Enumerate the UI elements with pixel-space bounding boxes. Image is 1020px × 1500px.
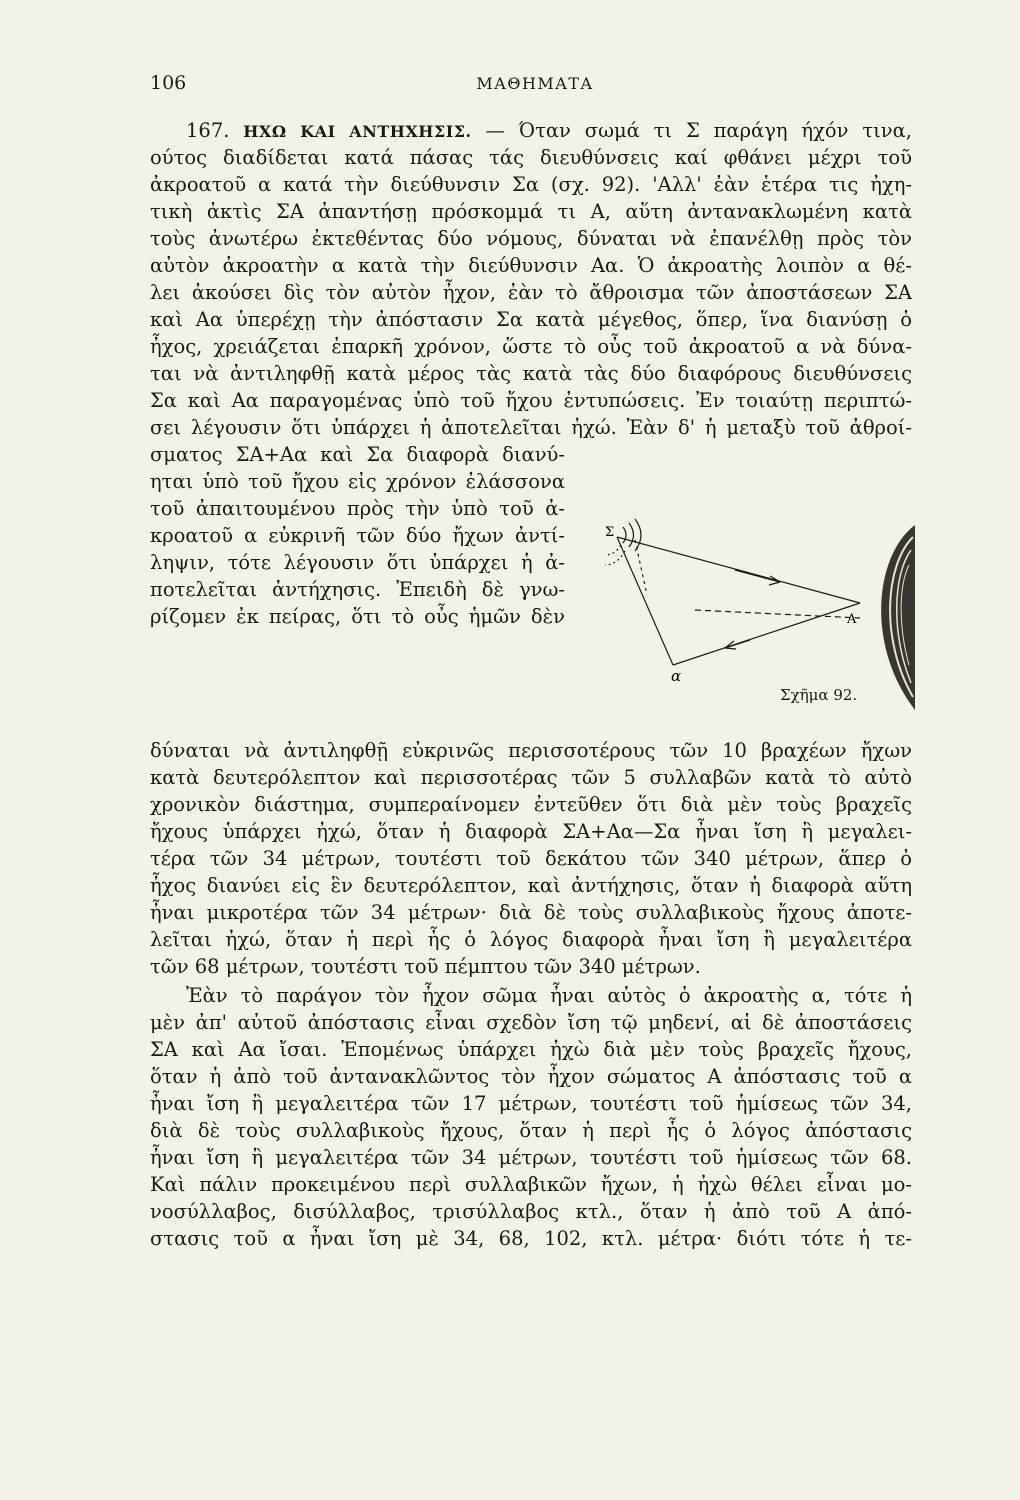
ray-A-to-alpha: [673, 603, 860, 665]
text-line: δύναται νὰ ἀντιληφθῇ εὐκρινῶς περισσοτέρους τῶν 10 βραχέων ἤχων: [150, 739, 912, 762]
text-line: κατὰ δευτερόλεπτον καὶ περισσοτέρας τῶν 5 συλλαβῶν κατὰ τὸ αὐτὸ: [150, 766, 912, 789]
text-line: σματος ΣΑ+Αα καὶ Σα διαφορὰ διανύ-: [150, 443, 565, 466]
text-line: στασις τοῦ α ἦναι ἴση μὲ 34, 68, 102, κτλ. μέτρα· διότι τότε ἡ τε-: [150, 1227, 912, 1250]
text-line: τέρα τῶν 34 μέτρων, τουτέστι τοῦ δεκάτου τῶν 340 μέτρων, ἅπερ ὁ: [150, 847, 912, 870]
text-line: χρονικὸν διάστημα, συμπεραίνομεν ἐντεῦθεν ὅτι διὰ μὲν τοὺς βραχεῖς: [150, 793, 912, 816]
text-line: τοὺς ἀνωτέρω ἐκτεθέντας δύο νόμους, δύναται νὰ ἐπανέλθῃ πρὸς τὸν: [150, 227, 912, 250]
section-heading: ΗΧΩ ΚΑΙ ΑΝΤΗΧΗΣΙΣ.: [243, 122, 472, 141]
sound-wave-arc: [635, 519, 641, 551]
sound-wave-arc: [629, 523, 634, 547]
running-title: ΜΑΘΗΜΑΤΑ: [476, 74, 594, 93]
label-alpha: α: [671, 667, 682, 685]
text-line: μὲν ἀπ' αὐτοῦ ἀπόστασις εἶναι σχεδὸν ἴση τῷ μηδενί, αἱ δὲ ἀποστάσεις: [150, 1011, 912, 1034]
text-line: τικὴ ἀκτὶς ΣΑ ἀπαντήσῃ πρόσκομμά τι Α, αὕτη ἀντανακλωμένη κατὰ: [150, 200, 912, 223]
section-number: 167.: [186, 119, 230, 142]
text-line: ἀκροατοῦ α κατά τὴν διεύθυνσιν Σα (σχ. 92). 'Αλλ' ἐὰν ἑτέρα τις ἠχη-: [150, 173, 912, 196]
text-line: Ἐὰν τὸ παράγον τὸν ἦχον σῶμα ἦναι αὐτὸς ὁ ἀκροατὴς α, τότε ἡ: [186, 984, 912, 1007]
text-line: νοσύλλαβος, δισύλλαβος, τρισύλλαβος κτλ., ὅταν ἡ ἀπὸ τοῦ Α ἀπό-: [150, 1200, 912, 1223]
text-line: καὶ Αα ὑπερέχῃ τὴν ἀπόστασιν Σα κατὰ μέγεθος, ὅπερ, ἵνα διανύσῃ ὁ: [150, 308, 912, 331]
text-line: αὐτὸν ἀκροατὴν α κατὰ τὴν διεύθυνσιν Αα. Ὁ ἀκροατὴς λοιπὸν α θέ-: [150, 254, 912, 277]
arrow-shaft: [725, 640, 750, 648]
text-line: ται νὰ ἀντιληφθῇ κατὰ μέρος τὰς κατὰ τὰς δύο διαφόρους διευθύνσεις: [150, 362, 912, 385]
text-line: Καὶ πάλιν προκειμένου περὶ συλλαβικῶν ἤχων, ἡ ἠχὼ θέλει εἶναι μο-: [150, 1173, 912, 1196]
text-line: κροατοῦ α εὐκρινῆ τῶν δύο ἤχων ἀντί-: [150, 524, 565, 547]
text-line: ὅταν ἡ ἀπὸ τοῦ ἀντανακλῶντος τὸν ἦχον σώματος Α ἀπόστασις τοῦ α: [150, 1065, 912, 1088]
text-line: ληψιν, τότε λέγουσιν ὅτι ὑπάρχει ἡ ἀ-: [150, 551, 565, 574]
page-header: [150, 72, 920, 98]
text-line: λει ἀκούσει δὶς τὸν αὐτὸν ἦχον, ἐὰν τὸ ἄθροισμα τῶν ἀποστάσεων ΣΑ: [150, 281, 912, 304]
ray-sigma-to-alpha: [617, 537, 673, 665]
echo-figure: [575, 515, 915, 725]
text-line: τῶν 68 μέτρων, τουτέστι τοῦ πέμπτου τῶν 340 μέτρων.: [150, 955, 701, 978]
text-line: ἦναι μικροτέρα τῶν 34 μέτρων· διὰ δὲ τοὺς συλλαβικοὺς ἤχους ἀποτε-: [150, 901, 912, 924]
sound-wave-arc: [623, 527, 626, 543]
page-number: 106: [150, 72, 187, 94]
text-line: ἦχος, χρειάζεται ἐπαρκῆ χρόνον, ὥστε τὸ οὖς τοῦ ἀκροατοῦ α νὰ δύνα-: [150, 335, 912, 358]
text-line: λεῖται ἠχώ, ὅταν ἡ περὶ ἧς ὁ λόγος διαφορὰ ἦναι ἴση ἢ μεγαλειτέρα: [150, 928, 912, 951]
section-first-line: — Όταν σωμά τι Σ παράγη ήχόν τινα,: [485, 119, 912, 142]
dashed-guide: [635, 540, 647, 595]
text-line: σει λέγουσιν ὅτι ὑπάρχει ἡ ἀποτελεῖται ἠχώ. Ἐὰν δ' ἡ μεταξὺ τοῦ ἀθροί-: [150, 416, 912, 439]
text-line: ηται ὑπὸ τοῦ ἤχου εἰς χρόνον ἐλάσσονα: [150, 470, 565, 493]
section-heading-line: [150, 117, 912, 144]
text-line: ΣΑ καὶ Αα ἴσαι. Ἑπομένως ὑπάρχει ἠχὼ διὰ μὲν τοὺς βραχεῖς ἤχους,: [150, 1038, 912, 1061]
text-line: Σα καὶ Αα παραγομένας ὑπὸ τοῦ ἤχου ἐντυπώσεις. Ἐν τοιαύτῃ περιπτώ-: [150, 389, 912, 412]
text-line: ἦναι ἴση ἢ μεγαλειτέρα τῶν 34 μέτρων, τουτέστι τοῦ ἡμίσεως τῶν 68.: [150, 1146, 912, 1169]
arrow-shaft: [735, 570, 780, 582]
sound-wave-arc: [605, 545, 621, 555]
text-line: διὰ δὲ τοὺς συλλαβικοὺς ἤχους, ὅταν ἡ περὶ ἧς ὁ λόγος ἀπόστασις: [150, 1119, 912, 1142]
text-line: τοῦ ἀπαιτουμένου πρὸς τὴν ὑπὸ τοῦ ἀ-: [150, 497, 565, 520]
text-line: ρίζομεν ἐκ πείρας, ὅτι τὸ οὖς ἡμῶν δὲν: [150, 605, 565, 628]
text-line: ποτελεῖται ἀντήχησις. Ἐπειδὴ δὲ γνω-: [150, 578, 565, 601]
ray-sigma-to-A: [617, 537, 860, 603]
text-line: ἦναι ἴση ἢ μεγαλειτέρα τῶν 17 μέτρων, τουτέστι τοῦ ἡμίσεως τῶν 34,: [150, 1092, 912, 1115]
label-A: Α: [847, 612, 857, 627]
sound-wave-arc: [605, 551, 625, 565]
text-line: ούτος διαδίδεται κατά πάσας τάς διευθύνσεις καί φθάνει μέχρι τοῦ: [150, 146, 912, 169]
label-sigma: Σ: [605, 525, 615, 540]
text-line: ἦχος διανύει εἰς ἓν δευτερόλεπτον, καὶ ἀντήχησις, ὅταν ἡ διαφορὰ αὕτη: [150, 874, 912, 897]
text-line: ἤχους ὑπάρχει ἠχώ, ὅταν ἡ διαφορὰ ΣΑ+Αα—Σα ἦναι ἴση ἢ μεγαλει-: [150, 820, 912, 843]
figure-caption: Σχῆμα 92.: [780, 686, 858, 704]
